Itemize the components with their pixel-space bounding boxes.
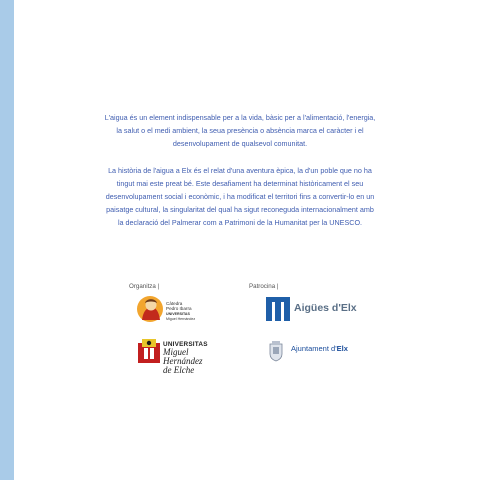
aigues-elx-logo xyxy=(266,297,366,323)
umh-emblem-icon xyxy=(137,338,161,364)
catedra-text: Càtedra Pedro Ibarra UNIVERSITAS Miguel Hernández xyxy=(166,301,196,322)
coat-of-arms-icon xyxy=(267,340,285,362)
paragraph-water-importance: L'aigua és un element indispensable per a la vida, bàsic per a l'alimentació, l'energia, la salut o el medi ambient, la seua presència o absència marca el caràcter i el desenvolupament de qualsevol comunitat. xyxy=(104,113,376,149)
aigues-emblem-icon xyxy=(266,297,290,321)
aigues-name: Aigües d'Elx xyxy=(294,302,357,314)
umh-name: Miguel Hernández de Elche xyxy=(163,347,203,375)
portrait-icon xyxy=(136,294,164,324)
umh-universitas: UNIVERSITAS xyxy=(163,341,208,348)
organiza-label: Organitza | xyxy=(129,283,160,290)
catedra-pedro-ibarra-logo xyxy=(136,294,216,324)
umh-logo xyxy=(137,338,227,375)
ajuntament-name: Ajuntament d'Elx xyxy=(291,344,348,353)
intro-text xyxy=(104,111,376,243)
paragraph-water-history: La història de l'aigua a Elx és el relat d'una aventura èpica, la d'un poble que no ha tingut mai este preat bé. Este desafiament ha determinat històricament el seu desenvolupament social i econòmic, i ha modificat el territori fins a convertir-lo en un paisatge cultural, la singularitat del qual ha sigut reconeguda internacionalment amb la declaració del Palmerar com a Patrimoni de la Humanitat per la UNESCO. xyxy=(105,165,375,228)
side-decor-bar xyxy=(0,0,14,480)
patrocina-label: Patrocina | xyxy=(249,283,279,290)
ajuntament-elx-logo xyxy=(267,340,367,364)
